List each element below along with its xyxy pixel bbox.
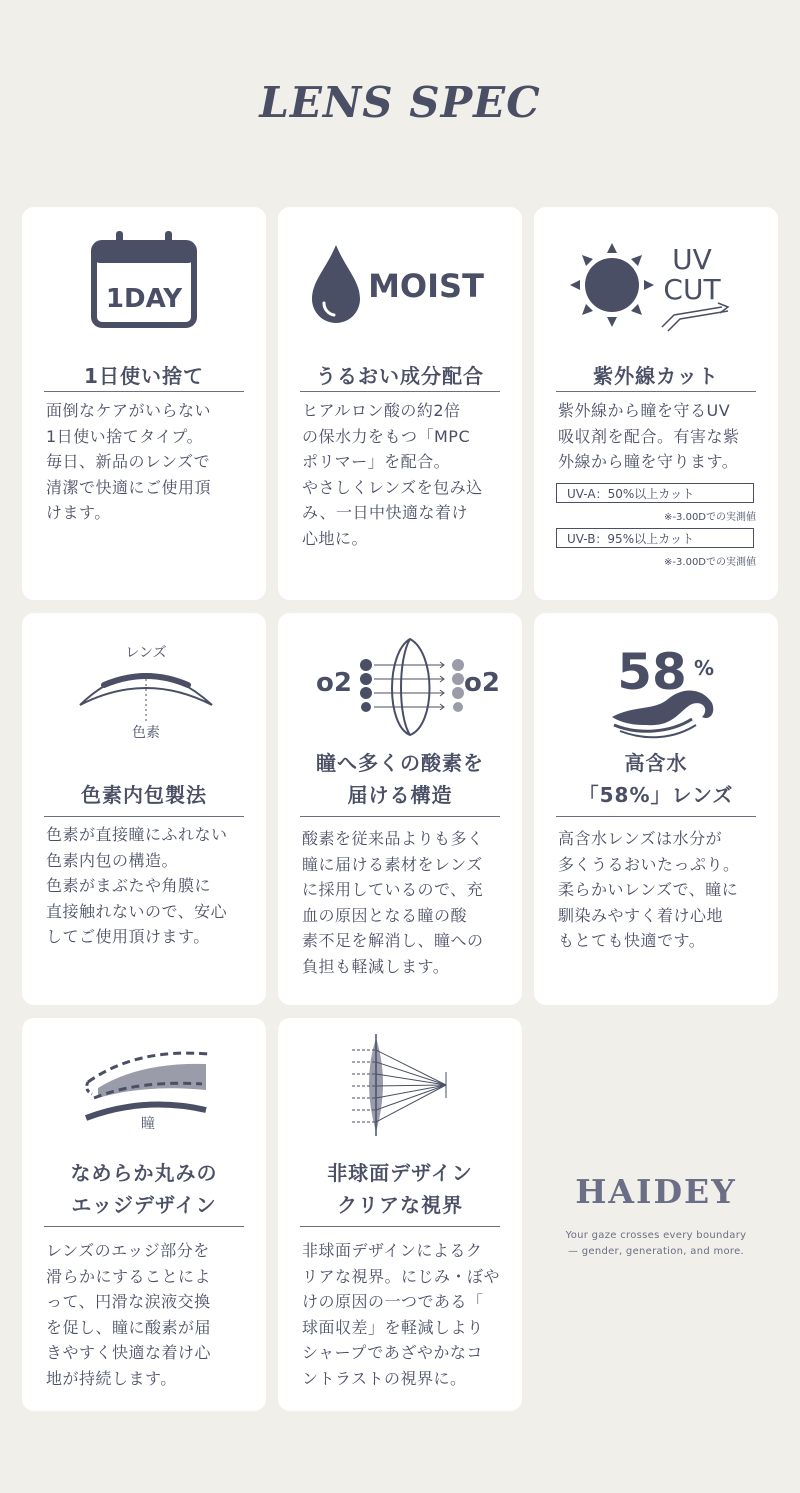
body-line: 1日使い捨てタイプ。 (46, 426, 204, 446)
o2-left-label: o2 (316, 668, 352, 698)
uv-a-spec: UV-A：50%以上カット (556, 483, 754, 503)
body-line: けます。 (46, 503, 111, 522)
heading-divider (44, 391, 244, 392)
body-line: ポリマー」を配合。 (302, 452, 451, 471)
spec-card-1day (22, 207, 266, 600)
moist-text: MOIST (368, 267, 484, 305)
diagram-label-eye: 瞳 (141, 1116, 155, 1132)
edge-design-diagram-icon (22, 1018, 266, 1158)
tagline-line: Your gaze crosses every boundary (565, 1230, 747, 1241)
heading-line: エッジデザイン (71, 1193, 217, 1217)
heading-line: 「58%」レンズ (578, 783, 734, 807)
card-body (558, 826, 762, 954)
body-line: 心地に。 (302, 528, 369, 548)
percent-number: 58 (617, 643, 687, 701)
body-line: に採用しているので、充 (302, 880, 484, 899)
spec-card-oxygen (278, 613, 522, 1005)
water-wave-58-icon (534, 613, 778, 753)
oxygen-permeability-icon (278, 613, 522, 753)
spec-card-water-content (534, 613, 778, 1005)
water-drop-moist-icon (278, 207, 522, 347)
card-heading (300, 1157, 500, 1221)
body-line: 外線から瞳を守ります。 (558, 452, 739, 471)
body-line: ントラストの視界に。 (302, 1368, 467, 1388)
card-heading (44, 1157, 244, 1221)
uv-a-note: ※-3.00Dでの実測値 (664, 512, 756, 523)
body-line: 非球面デザインによるク (302, 1241, 483, 1260)
body-line: 素不足を解消し、瞳への (302, 931, 484, 950)
card-body (302, 826, 506, 979)
heading-line: なめらか丸みの (70, 1161, 218, 1185)
spec-card-aspheric (278, 1018, 522, 1411)
body-line: もとても快適です。 (558, 931, 706, 950)
spec-card-edge-design (22, 1018, 266, 1411)
body-line: リアな視界。にじみ・ぼや (302, 1266, 501, 1286)
heading-divider (300, 1226, 500, 1227)
body-line: シャープであざやかなコ (302, 1343, 483, 1362)
card-heading: 紫外線カット (593, 364, 719, 388)
body-line: 色素内包の構造。 (46, 850, 179, 870)
body-line: やさしくレンズを包み込 (302, 477, 483, 497)
body-line: 酸素を従来品よりも多く (302, 829, 484, 848)
body-line: レンズのエッジ部分を (46, 1241, 210, 1260)
body-line: 紫外線から瞳を守るUV (558, 401, 731, 420)
body-line: してご使用頂けます。 (46, 927, 210, 946)
spec-card-moist (278, 207, 522, 600)
lens-pigment-diagram-icon (22, 613, 266, 753)
tagline-line: — gender, generation, and more. (567, 1246, 745, 1257)
diagram-label-pigment: 色素 (132, 725, 160, 741)
calendar-1day-icon (22, 207, 266, 347)
body-line: 清潔で快適にご使用頂 (46, 477, 212, 497)
body-line: 柔らかいレンズで、瞳に (558, 880, 739, 899)
body-line: の保水力をもつ「MPC (302, 426, 471, 446)
heading-line: 非球面デザイン (327, 1161, 473, 1185)
body-line: ヒアルロン酸の約2倍 (302, 401, 461, 420)
body-line: を促し、瞳に酸素が届 (46, 1317, 212, 1337)
body-line: きやすく快適な着け心 (46, 1343, 212, 1362)
percent-sign: % (693, 656, 715, 680)
card-body (46, 822, 250, 950)
body-line: 多くうるおいたっぷり。 (558, 854, 740, 874)
heading-divider (556, 391, 756, 392)
aspheric-lens-diagram-icon (278, 1018, 522, 1158)
heading-divider (44, 816, 244, 817)
calendar-text: 1DAY (105, 284, 183, 314)
card-heading (300, 747, 500, 811)
card-body (558, 398, 762, 475)
brand-logo: HAIDEY (575, 1172, 737, 1211)
uv-b-note: ※-3.00Dでの実測値 (664, 557, 756, 568)
spec-card-pigment (22, 613, 266, 1005)
diagram-label-lens: レンズ (125, 645, 167, 661)
heading-divider (556, 816, 756, 817)
heading-line: クリアな視界 (337, 1193, 463, 1217)
heading-line: 瞳へ多くの酸素を (316, 751, 484, 775)
card-body (302, 1238, 506, 1391)
body-line: って、円滑な涙液交換 (46, 1292, 211, 1311)
body-line: けの原因の一つである「 (302, 1292, 484, 1311)
body-line: 球面収差」を軽減しより (302, 1317, 484, 1337)
uv-text: UV (672, 243, 712, 276)
body-line: 吸収剤を配合。有害な紫 (558, 426, 740, 446)
o2-right-label: o2 (464, 668, 500, 698)
body-line: み、一日中快適な着け (302, 503, 468, 522)
body-line: 滑らかにすることによ (46, 1266, 212, 1286)
cut-text: CUT (663, 273, 721, 306)
heading-line: 届ける構造 (347, 783, 453, 807)
spec-card-uv-cut (534, 207, 778, 600)
body-line: 色素が直接瞳にふれない (46, 825, 228, 844)
card-heading: 1日使い捨て (84, 364, 204, 388)
sun-uv-cut-icon (534, 207, 778, 347)
uv-b-spec: UV-B：95%以上カット (556, 528, 754, 548)
body-line: 高含水レンズは水分が (558, 829, 723, 848)
brand-tagline (536, 1228, 776, 1260)
body-line: 直接触れないので、安心 (46, 901, 228, 921)
body-line: 地が持続します。 (46, 1368, 177, 1388)
card-body (46, 1238, 250, 1391)
body-line: 馴染みやすく着け心地 (558, 905, 724, 925)
card-heading: 色素内包製法 (81, 783, 207, 807)
page-title: LENS SPEC (259, 78, 541, 127)
card-heading: うるおい成分配合 (316, 364, 484, 388)
body-line: 瞳に届ける素材をレンズ (302, 854, 483, 874)
card-body (46, 398, 250, 526)
heading-divider (44, 1226, 244, 1227)
heading-divider (300, 816, 500, 817)
body-line: 血の原因となる瞳の酸 (302, 905, 468, 925)
body-line: 面倒なケアがいらない (46, 401, 212, 420)
body-line: 毎日、新品のレンズで (46, 452, 211, 471)
body-line: 色素がまぶたや角膜に (46, 876, 212, 895)
body-line: 負担も軽減します。 (302, 956, 450, 976)
heading-divider (300, 391, 500, 392)
card-body (302, 398, 506, 551)
card-heading (556, 747, 756, 811)
heading-line: 高含水 (624, 751, 688, 775)
